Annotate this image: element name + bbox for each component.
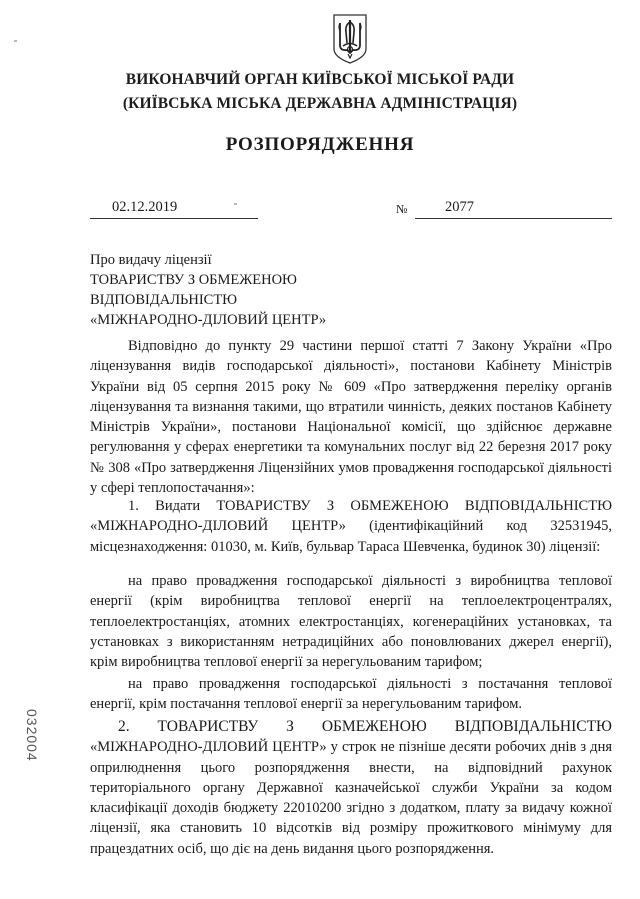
scan-speck: [234, 203, 237, 205]
item-2-word: ТОВАРИСТВУ: [157, 718, 259, 735]
item-2-word: ВІДПОВІДАЛЬНІСТЮ: [454, 718, 612, 735]
subject-line: «МІЖНАРОДНО-ДІЛОВИЙ ЦЕНТР»: [90, 312, 327, 328]
issuer-subtitle: (КИЇВСЬКА МІСЬКА ДЕРЖАВНА АДМІНІСТРАЦІЯ): [122, 95, 518, 112]
number-sign-label: №: [396, 202, 408, 216]
date-field: [90, 200, 258, 219]
issuer-name: ВИКОНАВЧИЙ ОРГАН КИЇВСЬКОЇ МІСЬКОЇ РАДИ: [125, 71, 515, 88]
item-1-paragraph: 1. Видати ТОВАРИСТВУ З ОБМЕЖЕНОЮ ВІДПОВІДАЛЬНІСТЮ «МІЖНАРОДНО-ДІЛОВИЙ ЦЕНТР» (ідентифікаційний код 32531945, місцезнаходження: 01030, м. Київ, бульвар Тараса Шевченка, будинок 30) ліцензії:: [90, 498, 612, 555]
subject-block: [90, 250, 326, 330]
item-2-word: 2.: [118, 718, 130, 735]
item-1-license-heat-production: на право провадження господарської діяльності з виробництва теплової енергії (крім виробництва теплової енергії на теплоелектроцентралях, теплоелектростанціях, атомних електростанціях, когенераційних установках, та установках з використанням нетрадиційних або поновлюваних джерел енергії), крім виробництва теплової енергії за нерегульованим тарифом;: [90, 573, 612, 671]
number-underline: [415, 200, 612, 219]
subject-line: Про видачу ліцензії: [90, 252, 212, 268]
item-2-body: «МІЖНАРОДНО-ДІЛОВИЙ ЦЕНТР» у строк не пізніше десяти робочих днів з дня оприлюднення цього розпорядження внести, на відповідний рахунок територіального органу Державної казначейської служби України за кодом класифікації доходів бюджету 22010200 згідно з додатком, плату за видачу кожної ліцензії, яка становить 10 відсотків від розміру прожиткового мінімуму для працездатних осіб, що діє на день видання цього розпорядження.: [90, 739, 612, 857]
item-1-license-heat-supply: на право провадження господарської діяльності з постачання теплової енергії, крім постачання теплової енергії за нерегульованим тарифом.: [90, 676, 612, 713]
document-date: 02.12.2019: [112, 199, 178, 215]
preamble-paragraph: Відповідно до пункту 29 частини першої статті 7 Закону України «Про ліцензування видів господарської діяльності», постанови Кабінету Міністрів України від 05 серпня 2015 року № 609 «Про затвердження переліку органів ліцензування та визнання такими, що втратили чинність, деяких постанов Кабінету Міністрів України», постанови Національної комісії, що здійснює державне регулювання у сферах енергетики та комунальних послуг від 22 березня 2017 року № 308 «Про затвердження Ліцензійних умов провадження господарської діяльності у сфері теплопостачання»:: [90, 338, 612, 497]
subject-line: ВІДПОВІДАЛЬНІСТЮ: [90, 292, 238, 308]
document-number: 2077: [445, 199, 474, 215]
item-2-first-line: [90, 717, 612, 737]
item-2-paragraph: [90, 717, 612, 859]
item-2-word: ОБМЕЖЕНОЮ: [321, 718, 427, 735]
coat-of-arms-icon: [331, 13, 369, 65]
document-type-title: РОЗПОРЯДЖЕННЯ: [225, 134, 415, 155]
scan-speck: [14, 40, 17, 42]
subject-line: ТОВАРИСТВУ З ОБМЕЖЕНОЮ: [90, 272, 297, 288]
serial-number-stamp: 032004: [24, 709, 40, 762]
item-2-word: З: [286, 718, 294, 735]
number-field: [396, 200, 612, 218]
